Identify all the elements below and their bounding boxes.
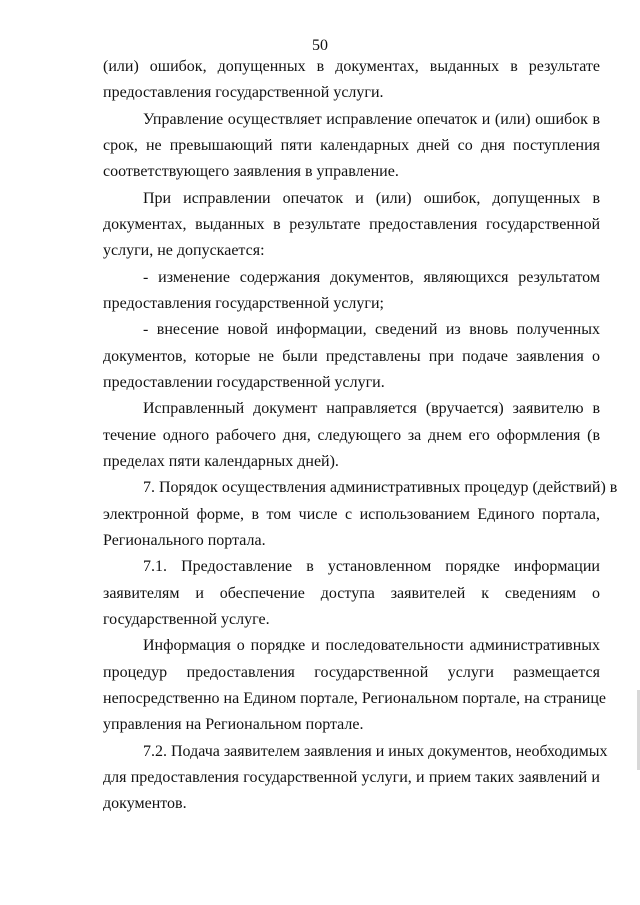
text-line: государственной услуге. xyxy=(103,611,270,628)
text-line: управления на Региональном портале. xyxy=(103,716,364,733)
text-line: предоставлении государственной услуги. xyxy=(103,374,385,391)
text-line: заявителям и обеспечение доступа заявителей к сведениям о xyxy=(103,585,600,602)
text-line: течение одного рабочего дня, следующего за днем его оформления (в xyxy=(103,427,600,444)
text-line: для предоставления государственной услуги, и прием таких заявлений и xyxy=(103,769,600,786)
text-line: предоставления государственной услуги. xyxy=(103,84,384,101)
text-line: непосредственно на Едином портале, Региональном портале, на странице xyxy=(103,690,607,707)
text-line: соответствующего заявления в управление. xyxy=(103,163,399,180)
text-line: процедур предоставления государственной услуги размещается xyxy=(103,664,600,681)
text-line: - изменение содержания документов, являющихся результатом xyxy=(143,269,600,286)
text-line: электронной форме, в том числе с использованием Единого портала, xyxy=(103,506,600,523)
text-line: документах, выданных в результате предоставления государственной xyxy=(103,216,600,233)
text-line: пределах пяти календарных дней). xyxy=(103,453,339,470)
text-line: услуги, не допускается: xyxy=(103,242,265,259)
text-line: Управление осуществляет исправление опечаток и (или) ошибок в xyxy=(143,111,600,128)
text-line: 7. Порядок осуществления административных процедур (действий) в xyxy=(143,479,618,496)
text-line: (или) ошибок, допущенных в документах, выданных в результате xyxy=(103,58,600,75)
text-line: 7.1. Предоставление в установленном порядке информации xyxy=(143,558,600,575)
text-line: срок, не превышающий пяти календарных дней со дня поступления xyxy=(103,137,600,154)
text-line: Информация о порядке и последовательности административных xyxy=(143,637,600,654)
text-line: Регионального портала. xyxy=(103,532,266,549)
text-line: При исправлении опечаток и (или) ошибок, допущенных в xyxy=(143,190,600,207)
text-line: Исправленный документ направляется (вручается) заявителю в xyxy=(143,400,600,417)
text-line: документов, которые не были представлены при подаче заявления о xyxy=(103,348,600,365)
text-line: предоставления государственной услуги; xyxy=(103,295,384,312)
text-line: 7.2. Подача заявителем заявления и иных документов, необходимых xyxy=(143,743,608,760)
text-line: документов. xyxy=(103,795,187,812)
text-line: - внесение новой информации, сведений из вновь полученных xyxy=(143,321,600,338)
page-number: 50 xyxy=(312,37,328,54)
